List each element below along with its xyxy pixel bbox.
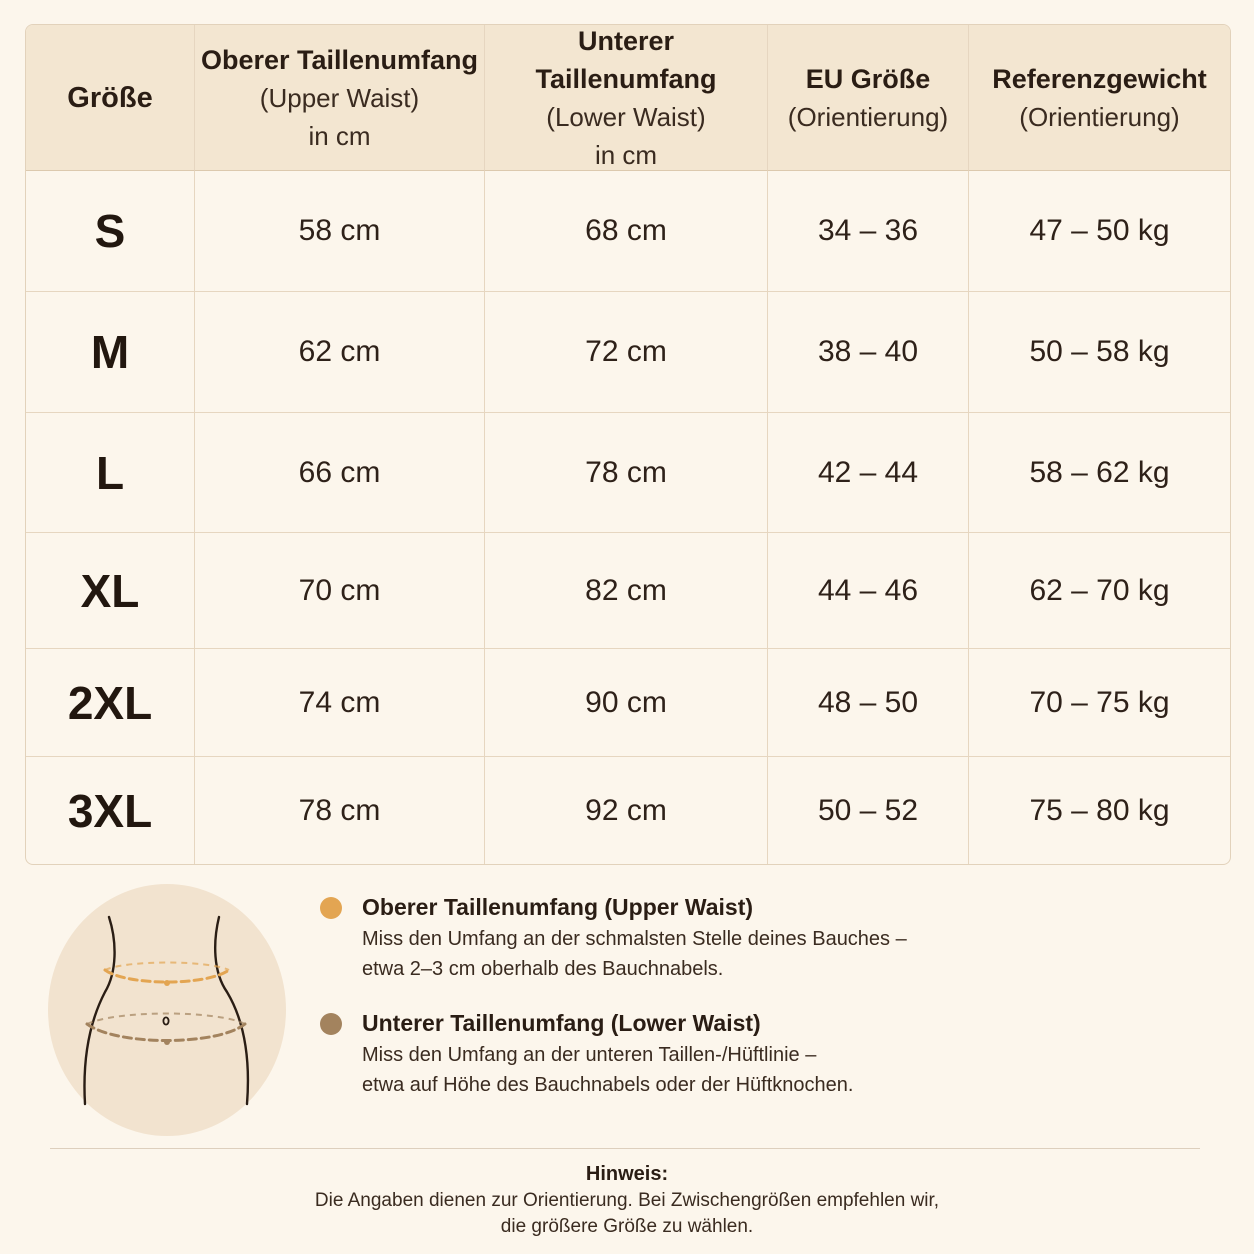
header-upper-waist-unit: in cm xyxy=(308,120,371,151)
header-upper-waist-sub: (Upper Waist) xyxy=(259,82,420,113)
legend-lower-waist-desc-line2: etwa auf Höhe des Bauchnabels oder der Hüftknochen. xyxy=(362,1074,854,1096)
eu-size-3xl: 50 – 52 xyxy=(768,757,969,864)
legend-upper-waist-title: Oberer Taillenumfang (Upper Waist) xyxy=(362,894,754,920)
weight-l: 58 – 62 kg xyxy=(969,413,1230,533)
legend-lower-waist-desc-line1: Miss den Umfang an der unteren Taillen-/Hüftlinie – xyxy=(362,1044,817,1066)
upper-waist-m: 62 cm xyxy=(195,292,485,413)
upper-waist-2xl: 74 cm xyxy=(195,649,485,757)
upper-waist-s: 58 cm xyxy=(195,171,485,292)
upper-waist-3xl: 78 cm xyxy=(195,757,485,864)
size-label-s: S xyxy=(26,171,195,292)
header-lower-waist xyxy=(485,25,768,171)
note-text-line1: Die Angaben dienen zur Orientierung. Bei Zwischengrößen empfehlen wir, xyxy=(314,1190,940,1211)
header-upper-waist-title: Oberer Taillenumfang xyxy=(200,44,479,75)
lower-waist-3xl: 92 cm xyxy=(485,757,768,864)
legend-item-upper-waist xyxy=(320,890,1020,984)
eu-size-2xl: 48 – 50 xyxy=(768,649,969,757)
weight-3xl: 75 – 80 kg xyxy=(1029,793,1170,827)
eu-size-s: 34 – 36 xyxy=(768,171,969,292)
header-size xyxy=(26,25,195,171)
weight-xl: 62 – 70 kg xyxy=(969,533,1230,649)
header-reference-weight-title: Referenzgewicht xyxy=(992,63,1207,94)
lower-waist-dot-icon xyxy=(320,1013,342,1035)
torso-measurement-illustration xyxy=(47,882,287,1137)
lower-waist-marker xyxy=(164,1039,170,1045)
legend-lower-waist-title: Unterer Taillenumfang (Lower Waist) xyxy=(362,1010,761,1036)
lower-waist-s: 68 cm xyxy=(485,171,768,292)
note-title: Hinweis: xyxy=(585,1163,669,1185)
header-reference-weight xyxy=(969,25,1230,171)
lower-waist-xl: 82 cm xyxy=(485,533,768,649)
header-upper-waist xyxy=(195,25,485,171)
header-lower-waist-title: Unterer Taillenumfang xyxy=(535,25,717,94)
weight-m: 50 – 58 kg xyxy=(969,292,1230,413)
note-section xyxy=(0,1160,1254,1240)
header-eu-size xyxy=(768,25,969,171)
legend-item-lower-waist xyxy=(320,1006,1020,1100)
header-reference-weight-sub: (Orientierung) xyxy=(1019,101,1180,132)
size-label-m: M xyxy=(26,292,195,413)
eu-size-m: 38 – 40 xyxy=(768,292,969,413)
note-text-line2: die größere Größe zu wählen. xyxy=(500,1216,754,1237)
upper-waist-dot-icon xyxy=(320,897,342,919)
upper-waist-marker xyxy=(164,980,170,986)
weight-s: 47 – 50 kg xyxy=(969,171,1230,292)
size-label-xl: XL xyxy=(26,533,195,649)
legend-upper-waist-desc-line2: etwa 2–3 cm oberhalb des Bauchnabels. xyxy=(362,958,724,980)
header-eu-size-title: EU Größe xyxy=(805,63,931,94)
eu-size-l: 42 – 44 xyxy=(768,413,969,533)
header-eu-size-sub: (Orientierung) xyxy=(787,101,949,132)
size-label-l: L xyxy=(26,413,195,533)
lower-waist-m: 72 cm xyxy=(485,292,768,413)
size-chart-table xyxy=(25,24,1231,865)
size-label-3xl: 3XL xyxy=(26,757,195,864)
lower-waist-2xl: 90 cm xyxy=(485,649,768,757)
upper-waist-l: 66 cm xyxy=(195,413,485,533)
upper-waist-xl: 70 cm xyxy=(195,533,485,649)
eu-size-xl: 44 – 46 xyxy=(768,533,969,649)
header-size-label: Größe xyxy=(67,81,153,114)
header-lower-waist-sub: (Lower Waist) xyxy=(546,101,706,132)
legend-upper-waist-desc-line1: Miss den Umfang an der schmalsten Stelle deines Bauches – xyxy=(362,928,907,950)
section-divider xyxy=(50,1148,1200,1149)
header-lower-waist-unit: in cm xyxy=(594,139,658,170)
weight-2xl: 70 – 75 kg xyxy=(969,649,1230,757)
size-label-2xl: 2XL xyxy=(26,649,195,757)
measurement-legend xyxy=(320,890,1020,1122)
lower-waist-l: 78 cm xyxy=(485,413,768,533)
